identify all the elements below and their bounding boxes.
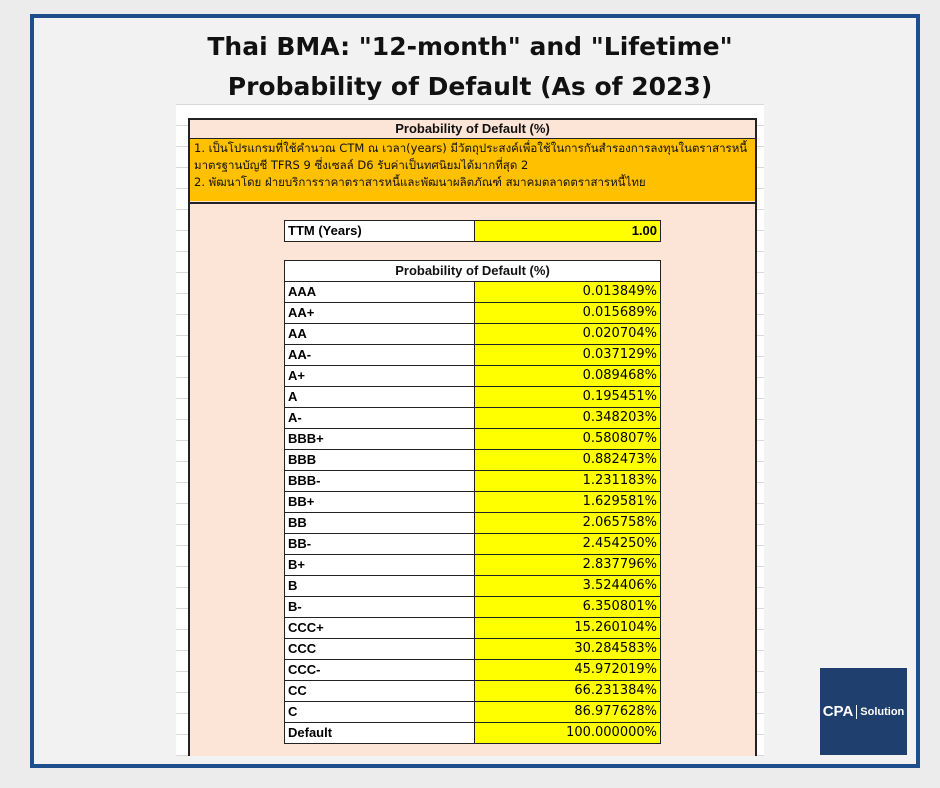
note-1: 1. เป็นโปรแกรมที่ใช้คำนวณ CTM ณ เวลา(years) มีวัตถุประสงค์เพื่อใช้ในการกันสำรองการลงทุนในตราสารหนี้มาตรฐานบัญชี TFRS 9 ซึ่งเซลล์ D6 รับค่าเป็นทศนิยมได้มากที่สุด 2 [194, 141, 748, 172]
rating-cell[interactable]: BBB+ [285, 429, 475, 449]
rating-cell[interactable]: BB- [285, 534, 475, 554]
table-row [285, 492, 660, 513]
pd-value-cell[interactable]: 15.260104% [475, 618, 660, 638]
table-row [285, 366, 660, 387]
table-row [285, 408, 660, 429]
rating-cell[interactable]: BB [285, 513, 475, 533]
pd-table-header: Probability of Default (%) [285, 261, 660, 282]
pd-table [284, 260, 661, 744]
table-row [285, 534, 660, 555]
info-box [190, 118, 755, 204]
pd-value-cell[interactable]: 0.348203% [475, 408, 660, 428]
table-row [285, 513, 660, 534]
table-row [285, 345, 660, 366]
rating-cell[interactable]: BB+ [285, 492, 475, 512]
pd-value-cell[interactable]: 6.350801% [475, 597, 660, 617]
rating-cell[interactable]: CC [285, 681, 475, 701]
ttm-row [284, 220, 661, 242]
pd-value-cell[interactable]: 3.524406% [475, 576, 660, 596]
table-row [285, 723, 660, 743]
pd-value-cell[interactable]: 0.580807% [475, 429, 660, 449]
table-row [285, 387, 660, 408]
logo-text-solution: Solution [860, 705, 905, 718]
page-title-line2: Probability of Default (As of 2023) [227, 72, 713, 101]
rating-cell[interactable]: AA- [285, 345, 475, 365]
pd-value-cell[interactable]: 0.013849% [475, 282, 660, 302]
pd-value-cell[interactable]: 45.972019% [475, 660, 660, 680]
spreadsheet-screenshot [176, 104, 764, 756]
rating-cell[interactable]: CCC+ [285, 618, 475, 638]
pd-value-cell[interactable]: 1.629581% [475, 492, 660, 512]
logo-divider [856, 705, 857, 719]
pd-value-cell[interactable]: 0.015689% [475, 303, 660, 323]
rating-cell[interactable]: A [285, 387, 475, 407]
page-title-line1: Thai BMA: "12-month" and "Lifetime" [207, 32, 733, 61]
table-row [285, 702, 660, 723]
note-2: 2. พัฒนาโดย ฝ่ายบริการราคาตราสารหนี้และพัฒนาผลิตภัณฑ์ สมาคมตลาดตราสารหนี้ไทย [194, 175, 646, 189]
table-row [285, 576, 660, 597]
info-header: Probability of Default (%) [190, 120, 755, 139]
rating-cell[interactable]: CCC- [285, 660, 475, 680]
rating-cell[interactable]: CCC [285, 639, 475, 659]
rating-cell[interactable]: AAA [285, 282, 475, 302]
pd-value-cell[interactable]: 100.000000% [475, 723, 660, 743]
rating-cell[interactable]: A- [285, 408, 475, 428]
pd-value-cell[interactable]: 1.231183% [475, 471, 660, 491]
rating-cell[interactable]: AA+ [285, 303, 475, 323]
rating-cell[interactable]: B- [285, 597, 475, 617]
table-row [285, 450, 660, 471]
rating-cell[interactable]: BBB [285, 450, 475, 470]
table-row [285, 282, 660, 303]
rating-cell[interactable]: A+ [285, 366, 475, 386]
pd-value-cell[interactable]: 0.882473% [475, 450, 660, 470]
table-row [285, 555, 660, 576]
pd-value-cell[interactable]: 2.837796% [475, 555, 660, 575]
rating-cell[interactable]: B [285, 576, 475, 596]
table-row [285, 303, 660, 324]
pd-value-cell[interactable]: 2.065758% [475, 513, 660, 533]
rating-cell[interactable]: Default [285, 723, 475, 743]
info-notes [190, 139, 755, 201]
pd-value-cell[interactable]: 2.454250% [475, 534, 660, 554]
table-row [285, 639, 660, 660]
table-row [285, 597, 660, 618]
sheet-block [188, 118, 757, 756]
table-row [285, 471, 660, 492]
rating-cell[interactable]: B+ [285, 555, 475, 575]
pd-value-cell[interactable]: 0.089468% [475, 366, 660, 386]
ttm-value-cell[interactable]: 1.00 [475, 221, 660, 241]
pd-value-cell[interactable]: 0.037129% [475, 345, 660, 365]
pd-value-cell[interactable]: 0.020704% [475, 324, 660, 344]
table-row [285, 324, 660, 345]
rating-cell[interactable]: AA [285, 324, 475, 344]
rating-cell[interactable]: BBB- [285, 471, 475, 491]
pd-value-cell[interactable]: 0.195451% [475, 387, 660, 407]
rating-cell[interactable]: C [285, 702, 475, 722]
table-row [285, 429, 660, 450]
cpa-solution-logo [820, 668, 907, 755]
pd-value-cell[interactable]: 30.284583% [475, 639, 660, 659]
logo-text-cpa: CPA [822, 703, 854, 720]
pd-value-cell[interactable]: 86.977628% [475, 702, 660, 722]
table-row [285, 681, 660, 702]
pd-value-cell[interactable]: 66.231384% [475, 681, 660, 701]
ttm-label: TTM (Years) [285, 221, 475, 241]
table-row [285, 618, 660, 639]
table-row [285, 660, 660, 681]
